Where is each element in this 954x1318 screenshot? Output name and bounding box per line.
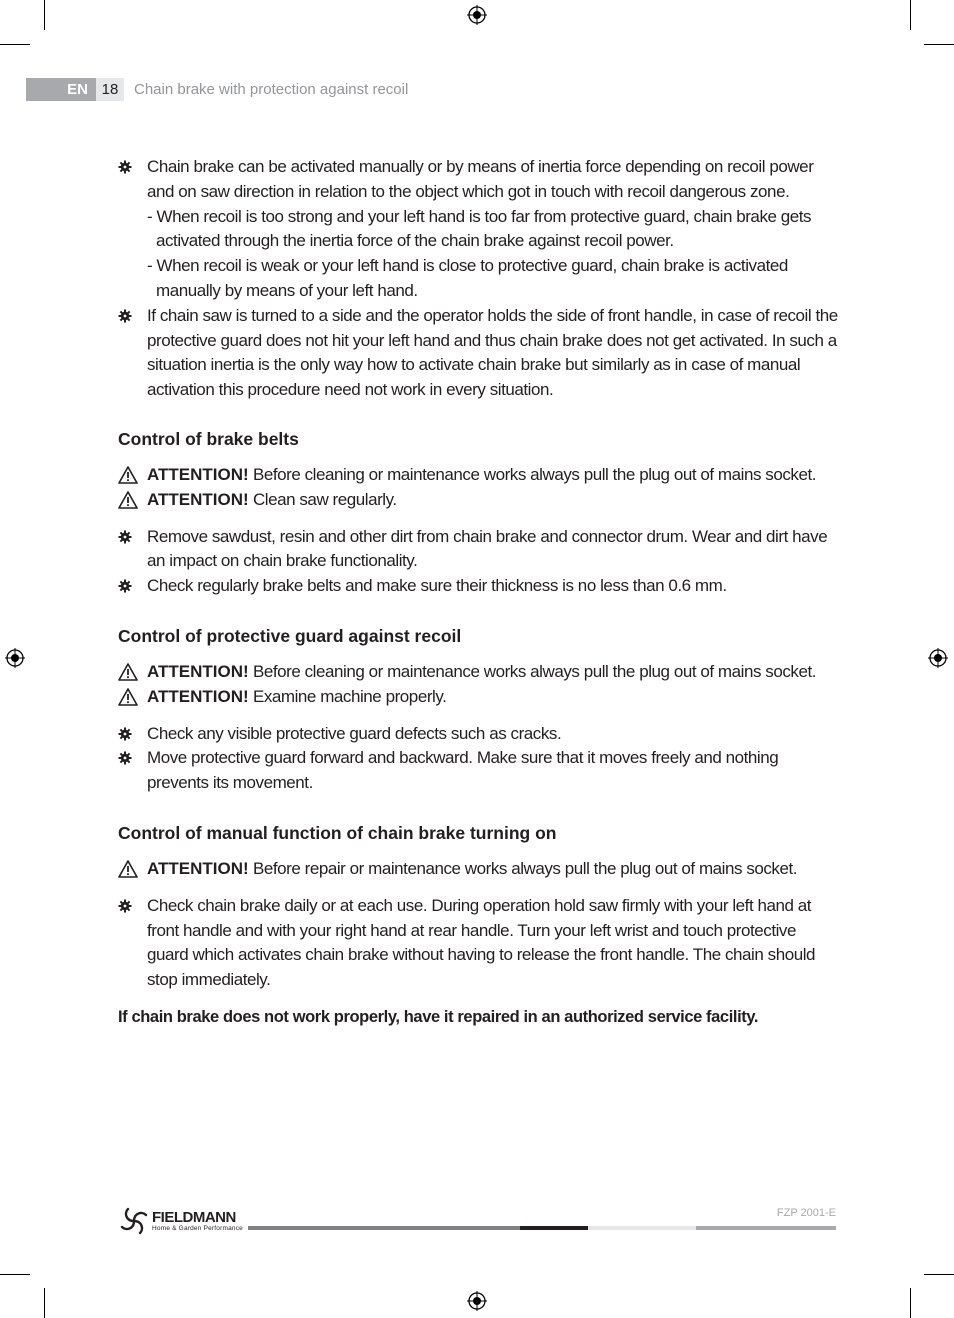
crop-mark — [910, 0, 911, 30]
crop-mark — [924, 1274, 954, 1275]
list-item — [118, 746, 838, 796]
gear-bullet-icon — [118, 530, 132, 544]
attention-label: ATTENTION! — [147, 858, 249, 878]
crop-mark — [44, 1288, 45, 1318]
warning-text: Clean saw regularly. — [248, 489, 397, 509]
language-tab: EN — [26, 78, 96, 101]
warning-triangle-icon — [118, 663, 138, 681]
warning-text: Before cleaning or maintenance works always pull the plug out of mains socket. — [248, 661, 816, 681]
registration-mark-icon — [467, 5, 487, 25]
brand-logo — [118, 1205, 248, 1237]
footer-line — [588, 1226, 696, 1230]
gear-bullet-icon — [118, 309, 132, 323]
warning-text: Before repair or maintenance works always pull the plug out of mains socket. — [248, 858, 798, 878]
warning-triangle-icon — [118, 860, 138, 878]
attention-label: ATTENTION! — [147, 489, 249, 509]
attention-label: ATTENTION! — [147, 686, 249, 706]
page-number: 18 — [96, 78, 124, 101]
gear-bullet-icon — [118, 579, 132, 593]
gear-bullet-icon — [118, 727, 132, 741]
attention-label: ATTENTION! — [147, 464, 249, 484]
final-note: If chain brake does not work properly, have it repaired in an authorized service facility. — [118, 1007, 759, 1026]
crop-mark — [910, 1288, 911, 1318]
section-heading: Control of protective guard against recoil — [118, 625, 462, 646]
warning-item — [118, 857, 838, 882]
warning-item — [118, 685, 838, 710]
list-item — [118, 304, 838, 403]
page-content — [118, 155, 838, 1030]
list-item — [118, 894, 838, 993]
list-item-text: Chain brake can be activated manually or by means of inertia force depending on recoil power and on saw direction in relation to the object which got in touch with recoil dangerous zone. — [147, 157, 814, 201]
gear-bullet-icon — [118, 751, 132, 765]
list-item-text: Check regularly brake belts and make sure their thickness is no less than 0.6 mm. — [147, 576, 727, 596]
registration-mark-icon — [467, 1291, 487, 1311]
crop-mark — [0, 44, 30, 45]
list-item — [118, 722, 838, 747]
warning-triangle-icon — [118, 466, 138, 484]
warning-triangle-icon — [118, 491, 138, 509]
list-item-text: Remove sawdust, resin and other dirt from chain brake and connector drum. Wear and dirt have an impact on chain brake functionality. — [147, 526, 828, 571]
warning-item — [118, 488, 838, 513]
crop-mark — [0, 1274, 30, 1275]
list-item — [118, 574, 838, 599]
fieldmann-swirl-icon — [118, 1205, 150, 1237]
list-item-text: If chain saw is turned to a side and the operator holds the side of front handle, in case of recoil the protective guard does not hit your left hand and thus chain brake does not get activated. In such a situation inertia is the only way how to activate chain brake but similarly as in case of manual activation this procedure need not work in every situation. — [147, 305, 838, 400]
sub-item-text: - When recoil is weak or your left hand is close to protective guard, chain brake is activated manually by means of your left hand. — [147, 256, 788, 300]
warning-item — [118, 463, 838, 488]
footer-line — [696, 1226, 836, 1230]
attention-label: ATTENTION! — [147, 661, 249, 681]
footer-line — [520, 1226, 588, 1230]
warning-item — [118, 660, 838, 685]
header-title: Chain brake with protection against recoil — [134, 81, 409, 98]
list-item — [118, 155, 838, 304]
list-item-text: Check chain brake daily or at each use. During operation hold saw firmly with your left hand at front handle and with your right hand at rear handle. Turn your left wrist and touch protective guard which activates chain brake without having to release the front handle. The chain should stop immediately. — [147, 895, 816, 990]
warning-text: Examine machine properly. — [248, 686, 447, 706]
footer-line — [248, 1226, 520, 1230]
brand-tagline: Home & Garden Performance — [152, 1225, 243, 1232]
gear-bullet-icon — [118, 899, 132, 913]
brand-name: FIELDMANN — [152, 1209, 236, 1226]
registration-mark-icon — [5, 648, 25, 668]
warning-triangle-icon — [118, 688, 138, 706]
crop-mark — [924, 44, 954, 45]
list-item-text: Check any visible protective guard defects such as cracks. — [147, 723, 562, 743]
sub-item-text: - When recoil is too strong and your left hand is too far from protective guard, chain brake gets activated through the inertia force of the chain brake against recoil power. — [147, 206, 812, 251]
page-header — [26, 78, 408, 101]
section-heading: Control of manual function of chain brake turning on — [118, 822, 557, 843]
model-code: FZP 2001-E — [776, 1207, 836, 1219]
crop-mark — [44, 0, 45, 30]
list-item-text: Move protective guard forward and backward. Make sure that it moves freely and nothing prevents its movement. — [147, 748, 779, 793]
section-heading: Control of brake belts — [118, 428, 299, 449]
gear-bullet-icon — [118, 160, 132, 174]
registration-mark-icon — [928, 648, 948, 668]
list-item — [118, 525, 838, 575]
warning-text: Before cleaning or maintenance works always pull the plug out of mains socket. — [248, 464, 816, 484]
